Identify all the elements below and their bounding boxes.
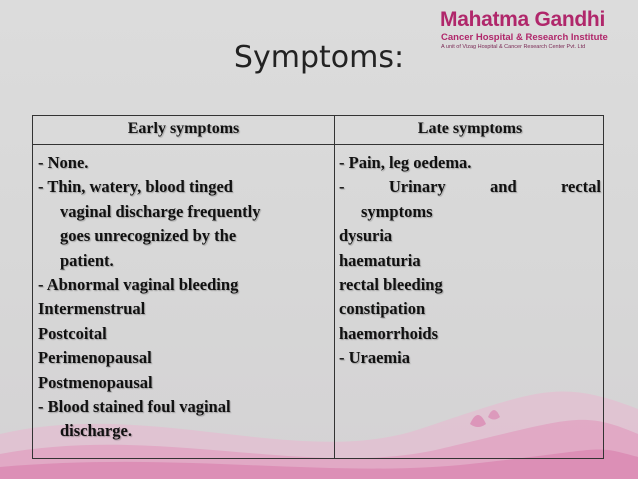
early-line: - Thin, watery, blood tinged <box>38 177 233 197</box>
early-line: vaginal discharge frequently <box>60 201 261 221</box>
late-word: Urinary <box>388 177 446 197</box>
column-divider <box>334 116 335 458</box>
symptoms-table <box>32 115 604 459</box>
early-line: discharge. <box>60 421 132 441</box>
early-line: goes unrecognized by the <box>60 226 237 246</box>
late-symptoms-cell <box>339 151 601 371</box>
header-early-symptoms: Early symptoms <box>127 120 240 137</box>
early-line: - Abnormal vaginal bleeding <box>38 275 239 295</box>
late-line-urinary <box>339 175 601 199</box>
late-line: rectal bleeding <box>339 275 443 295</box>
early-line: patient. <box>60 250 114 270</box>
late-line: constipation <box>339 299 426 319</box>
header-divider <box>33 144 603 145</box>
early-line: Postcoital <box>38 323 107 343</box>
early-line: - Blood stained foul vaginal <box>38 397 231 417</box>
late-line: haematuria <box>339 250 421 270</box>
late-word: and <box>490 177 517 197</box>
early-line: Postmenopausal <box>38 372 153 392</box>
early-line: Perimenopausal <box>38 348 152 368</box>
early-line: - None. <box>38 153 89 172</box>
slide-title: Symptoms: <box>233 40 405 75</box>
logo-subtitle: Cancer Hospital & Research Institute <box>441 32 608 43</box>
late-line: dysuria <box>339 226 393 246</box>
logo-name: Mahatma Gandhi <box>440 8 605 31</box>
late-word: - <box>339 177 345 197</box>
late-line: - Uraemia <box>339 348 411 368</box>
late-line: - Pain, leg oedema. <box>339 153 472 172</box>
early-symptoms-cell <box>38 151 330 444</box>
logo-tagline: A unit of Vizag Hospital & Cancer Research Center Pvt. Ltd <box>441 44 586 50</box>
late-word: rectal <box>560 177 601 197</box>
early-line: Intermenstrual <box>38 299 146 319</box>
late-line: symptoms <box>361 201 433 221</box>
header-late-symptoms: Late symptoms <box>417 120 523 137</box>
late-line: haemorrhoids <box>339 323 438 343</box>
